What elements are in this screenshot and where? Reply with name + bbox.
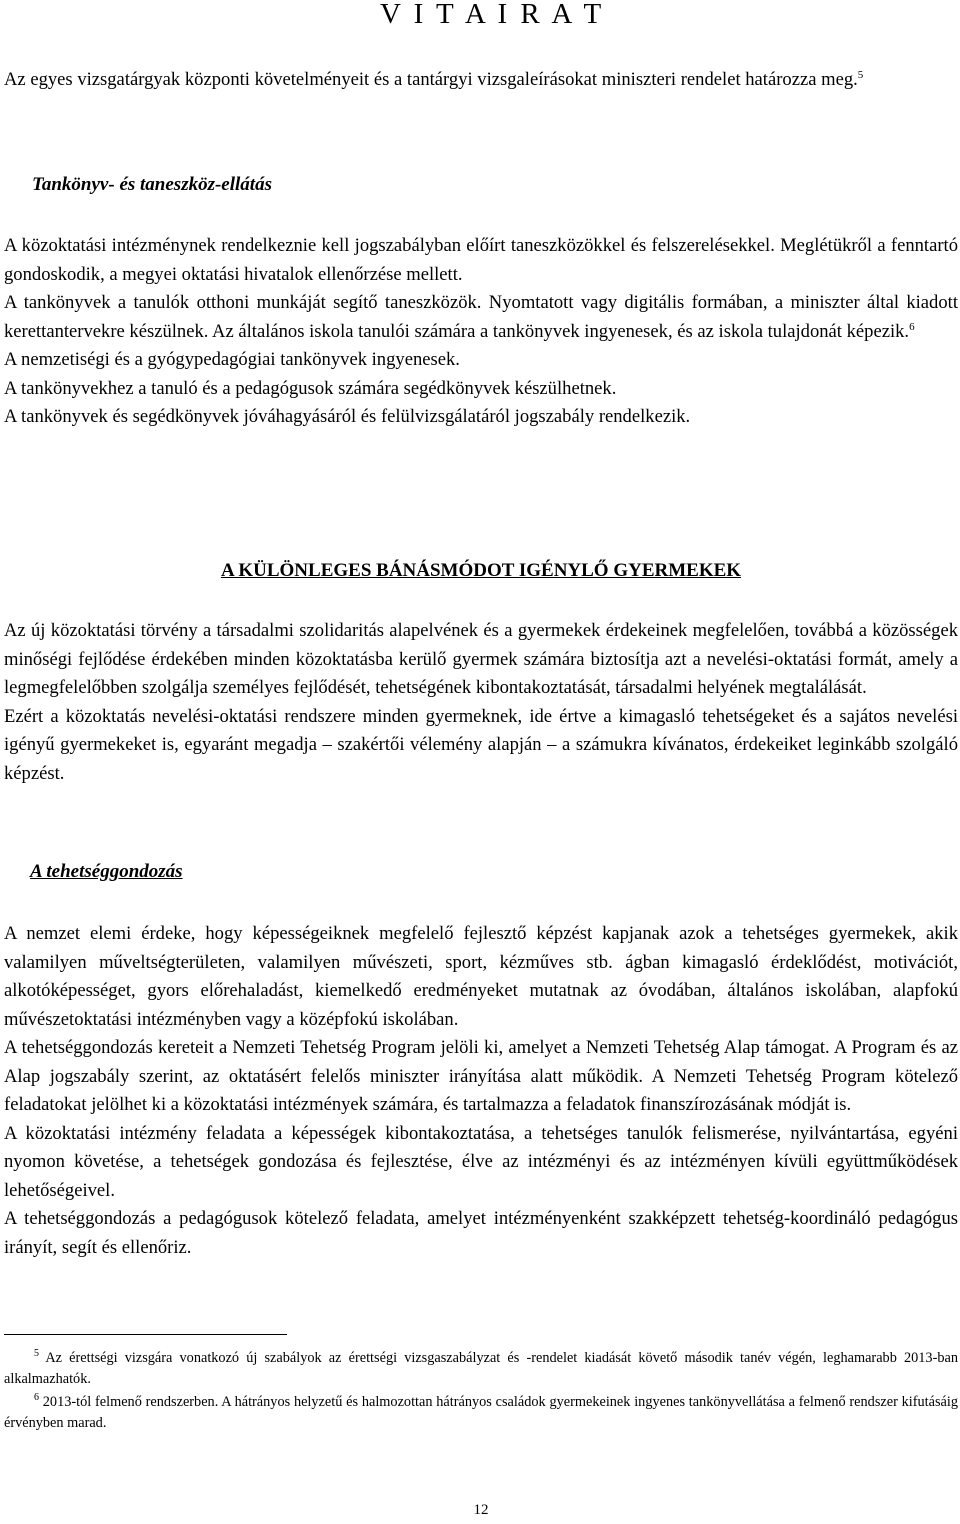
textbook-p1: A közoktatási intézménynek rendelkeznie kell jogszabályban előírt taneszközökkel és felszerelésekkel. Meglétükről a fenntartó gondoskodik, a megyei oktatási hivatalok ellenőrzése mellett. [4,235,958,285]
intro-paragraph [4,66,958,95]
talent-section [4,920,958,1262]
textbook-p2: A tankönyvek a tanulók otthoni munkáját segítő taneszközök. Nyomtatott vagy digitális formában, a miniszter által kiadott kerettantervekre készülnek. Az általános iskola tanulói számára a tankönyvek ingyenesek, és az iskola tulajdonát képezik. [4,292,958,342]
footnote-5-number: 5 [34,1348,39,1360]
special-needs-heading: A KÜLÖNLEGES BÁNÁSMÓDOT IGÉNYLŐ GYERMEKEK [220,560,742,581]
special-needs-p1: Az új közoktatási törvény a társadalmi szolidaritás alapelvének és a gyermekek érdekeinek megfelelően, továbbá a közösségek minőségi fejlődése érdekében minden közoktatásba kerülő gyermek számára biztosítja azt a nevelési-oktatási formát, amely a legmegfelelőbben szolgálja személyes fejlődését, tehetségének kibontakoztatását, társadalmi helyének megtalálását. [4,620,958,698]
textbook-section [4,232,958,432]
intro-text: Az egyes vizsgatárgyak központi követelményeit és a tantárgyi vizsgaleírásokat miniszteri rendelet határozza meg. [4,69,858,90]
talent-p1: A nemzet elemi érdeke, hogy képességeiknek megfelelő fejlesztő képzést kapjanak azok a tehetséges gyermekek, akik valamilyen műveltségterületen, valamilyen művészeti, sport, kézműves stb. ágban kimagasló érdeklődést, motivációt, alkotóképességet, gyors előrehaladást, kiemelkedő eredményeket mutatnak az óvodában, általános iskolában, alapfokú művészetoktatási intézményben vagy a középfokú iskolában. [4,923,958,1030]
textbook-p3: A nemzetiségi és a gyógypedagógiai tankönyvek ingyenesek. [4,349,460,370]
talent-p2: A tehetséggondozás kereteit a Nemzeti Tehetség Program jelöli ki, amelyet a Nemzeti Tehetség Alap támogat. A Program és az Alap jogszabály szerint, az oktatásért felelős miniszter irányítása alatt működik. A Nemzeti Tehetség Program kötelező feladatokat jelölhet ki a közoktatási intézmények számára, és tartalmazza a feladatok finanszírozásának módját is. [4,1037,958,1115]
special-needs-section [4,617,958,788]
page-title: V I T A I R A T [380,0,605,30]
footnote-ref-6: 6 [909,320,915,333]
textbook-p4: A tankönyvekhez a tanuló és a pedagógusok számára segédkönyvek készülhetnek. [4,377,617,399]
page-number: 12 [473,1502,489,1518]
special-needs-p2: Ezért a közoktatás nevelési-oktatási rendszere minden gyermeknek, ide értve a kimagasló tehetségeket és a sajátos nevelési igényű gyermekeket is, egyaránt megadja – szakértői vélemény alapján – a számukra kívánatos, érdekeiket leginkább szolgáló képzést. [4,705,958,784]
footnote-ref-5: 5 [857,68,864,81]
talent-p3: A közoktatási intézmény feladata a képességek kibontakoztatása, a tehetséges tanulók felismerése, nyilvántartása, egyéni nyomon követése, a tehetségek gondozása és fejlesztése, élve az intézményi és az intézményen kívüli együttműködések lehetőségeivel. [4,1122,958,1201]
footnote-separator [4,1334,287,1335]
footnote-5 [4,1348,958,1390]
talent-p4: A tehetséggondozás a pedagógusok kötelező feladata, amelyet intézményenként szakképzett tehetség-koordináló pedagógus irányít, segít és ellenőriz. [4,1208,958,1258]
textbook-heading: Tankönyv- és taneszköz-ellátás [32,174,272,195]
textbook-p5: A tankönyvek és segédkönyvek jóváhagyásáról és felülvizsgálatáról jogszabály rendelkezik. [4,406,691,427]
talent-heading: A tehetséggondozás [30,861,183,882]
footnote-6-text: 2013-tól felmenő rendszerben. A hátrányos helyzetű és halmozottan hátrányos családok gyermekeinek ingyenes tankönyvellátása a felmenő rendszer kifutásáig érvényben marad. [4,1394,958,1431]
footnote-6-number: 6 [34,1392,39,1404]
footnote-6 [4,1392,958,1434]
footnote-5-text: Az érettségi vizsgára vonatkozó új szabályok az érettségi vizsgaszabályzat és -rendelet kiadását követő második tanév végén, leghamarabb 2013-ban alkalmazhatók. [4,1350,958,1387]
